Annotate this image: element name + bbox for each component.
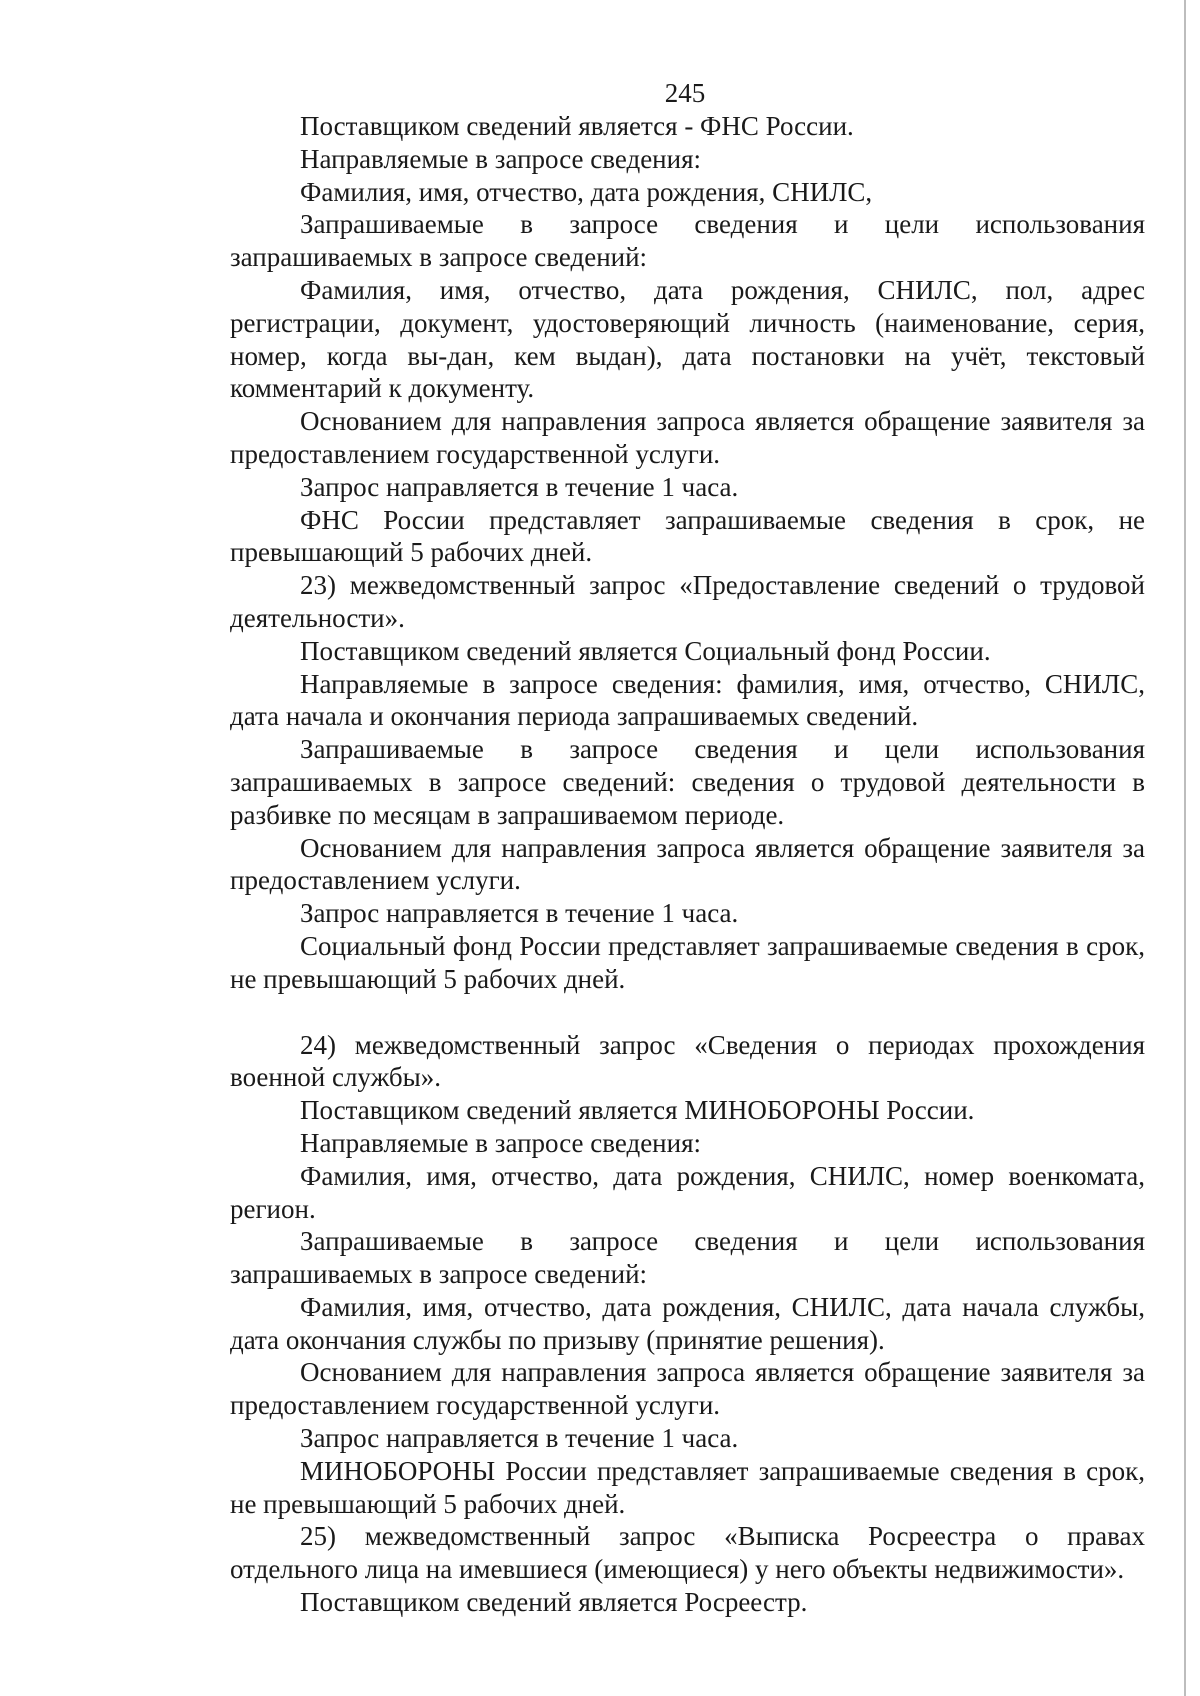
paragraph: Фамилия, имя, отчество, дата рождения, СНИЛС, bbox=[300, 176, 873, 207]
paragraph-gap bbox=[230, 996, 1145, 1029]
paragraph: Основанием для направления запроса является обращение заявителя за предоставлением государственной услуги. bbox=[230, 1357, 1145, 1421]
paragraph: Основанием для направления запроса является обращение заявителя за предоставлением услуги. bbox=[230, 832, 1145, 896]
paragraph: 25) межведомственный запрос «Выписка Росреестра о правах отдельного лица на имевшиеся (имеющиеся) у него объекты недвижимости». bbox=[230, 1521, 1145, 1585]
paragraph: Поставщиком сведений является Социальный фонд России. bbox=[300, 635, 991, 666]
paragraph: ФНС России представляет запрашиваемые сведения в срок, не превышающий 5 рабочих дней. bbox=[230, 504, 1145, 568]
document-body bbox=[230, 110, 1145, 1619]
paragraph: МИНОБОРОНЫ России представляет запрашиваемые сведения в срок, не превышающий 5 рабочих дней. bbox=[230, 1455, 1145, 1519]
paragraph: Фамилия, имя, отчество, дата рождения, СНИЛС, дата начала службы, дата окончания службы по призыву (принятие решения). bbox=[230, 1291, 1145, 1355]
paragraph: Направляемые в запросе сведения: bbox=[300, 143, 701, 174]
paragraph: Запрашиваемые в запросе сведения и цели использования запрашиваемых в запросе сведений: сведения о трудовой деятельности в разбивке по месяцам в запрашиваемом периоде. bbox=[230, 734, 1145, 830]
paragraph: Запрашиваемые в запросе сведения и цели использования запрашиваемых в запросе сведений: bbox=[230, 1226, 1145, 1290]
paragraph: Запрос направляется в течение 1 часа. bbox=[300, 471, 739, 502]
paragraph: Запрос направляется в течение 1 часа. bbox=[300, 898, 739, 929]
paragraph: Запрос направляется в течение 1 часа. bbox=[300, 1423, 739, 1454]
paragraph: Направляемые в запросе сведения: фамилия, имя, отчество, СНИЛС, дата начала и окончания периода запрашиваемых сведений. bbox=[230, 668, 1145, 732]
paragraph: Поставщиком сведений является - ФНС России. bbox=[300, 111, 854, 141]
page-edge-divider bbox=[1184, 0, 1186, 1696]
paragraph: 24) межведомственный запрос «Сведения о периодах прохождения военной службы». bbox=[230, 1029, 1145, 1093]
paragraph: Социальный фонд России представляет запрашиваемые сведения в срок, не превышающий 5 рабочих дней. bbox=[230, 930, 1145, 994]
paragraph: Поставщиком сведений является Росреестр. bbox=[300, 1587, 808, 1618]
paragraph: Поставщиком сведений является МИНОБОРОНЫ России. bbox=[300, 1095, 975, 1126]
page-number: 245 bbox=[664, 78, 706, 108]
paragraph: 23) межведомственный запрос «Предоставление сведений о трудовой деятельности». bbox=[230, 570, 1145, 633]
paragraph: Основанием для направления запроса является обращение заявителя за предоставлением государственной услуги. bbox=[230, 406, 1145, 469]
paragraph: Запрашиваемые в запросе сведения и цели использования запрашиваемых в запросе сведений: bbox=[230, 209, 1145, 273]
paragraph: Направляемые в запросе сведения: bbox=[300, 1127, 701, 1158]
paragraph: Фамилия, имя, отчество, дата рождения, СНИЛС, пол, адрес регистрации, документ, удостоверяющий личность (наименование, серия, номер, когда вы-дан, кем выдан), дата постановки на учёт, текстовый комментарий к документу. bbox=[230, 274, 1145, 404]
paragraph: Фамилия, имя, отчество, дата рождения, СНИЛС, номер военкомата, регион. bbox=[230, 1160, 1145, 1224]
